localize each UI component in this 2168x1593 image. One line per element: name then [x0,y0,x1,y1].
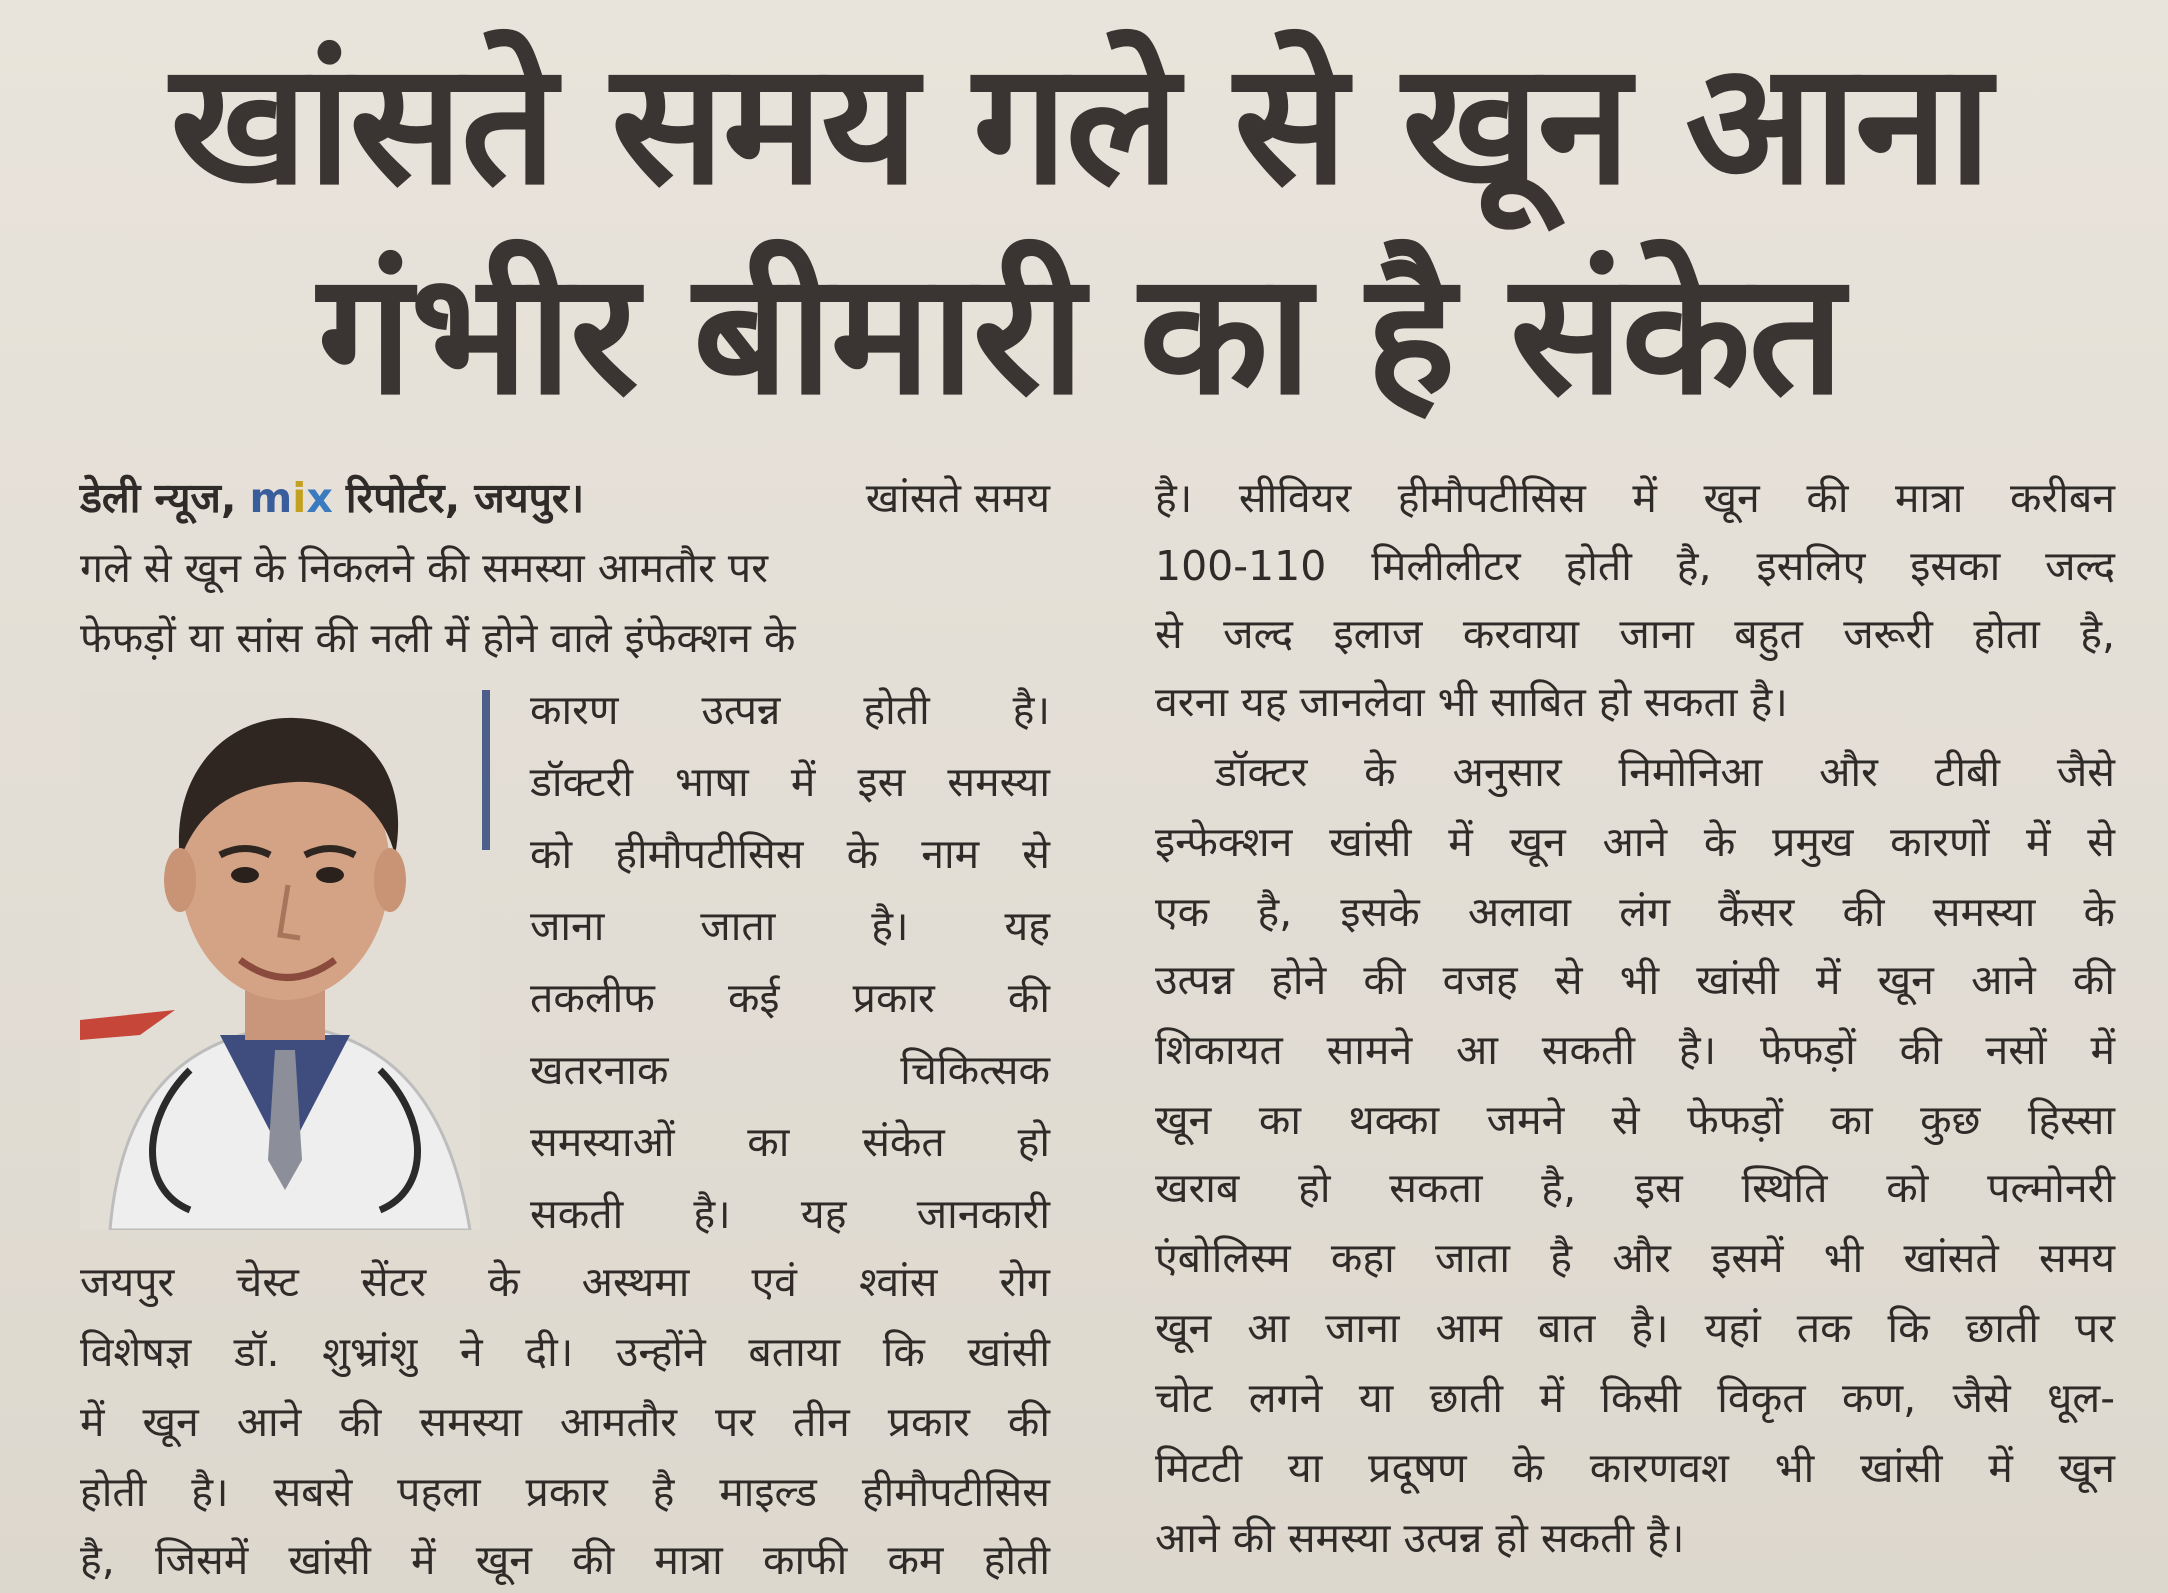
headline-line-1: खांसते समय गले से खून आना [170,26,1990,222]
left-bottom-line: है, जिसमें खांसी में खून की मात्रा काफी कम होती [80,1536,1050,1584]
mix-logo: mix [249,474,333,522]
right-line: खून का थक्का जमने से फेफड़ों का कुछ हिस्सा [1155,1096,2115,1144]
right-line: एक है, इसके अलावा लंग कैंसर की समस्या के [1155,888,2115,936]
right-line: इन्फेक्शन खांसी में खून आने के प्रमुख कारणों में से [1155,818,2115,866]
left-narrow-line: जाना जाता है। यह [530,902,1050,950]
right-line: 100-110 मिलीलीटर होती है, इसलिए इसका जल्द [1155,542,2115,590]
left-narrow-line: सकती है। यह जानकारी [530,1190,1050,1238]
left-narrow-line: खतरनाक चिकित्सक [530,1046,1050,1094]
left-line: फेफड़ों या सांस की नली में होने वाले इंफेक्शन के [80,614,796,662]
left-narrow-line: तकलीफ कई प्रकार की [530,974,1050,1022]
right-line: खून आ जाना आम बात है। यहां तक कि छाती पर [1155,1304,2115,1352]
right-line: से जल्द इलाज करवाया जाना बहुत जरूरी होता है, [1155,610,2115,658]
left-bottom-line: में खून आने की समस्या आमतौर पर तीन प्रकार की [80,1398,1050,1446]
right-line: एंबोलिस्म कहा जाता है और इसमें भी खांसते समय [1155,1234,2115,1282]
left-bottom-line: विशेषज्ञ डॉ. शुभ्रांशु ने दी। उन्होंने बताया कि खांसी [80,1328,1050,1376]
column-accent-bar [482,690,490,850]
byline [80,474,1050,522]
left-bottom-line: जयपुर चेस्ट सेंटर के अस्थमा एवं श्वांस रोग [80,1258,1050,1306]
right-line: है। सीवियर हीमौपटीसिस में खून की मात्रा करीबन [1155,474,2115,522]
right-line: वरना यह जानलेवा भी साबित हो सकता है। [1155,678,1788,726]
byline-suffix: रिपोर्टर, जयपुर। [345,474,585,522]
left-narrow-line: कारण उत्पन्न होती है। [530,686,1050,734]
right-line: खराब हो सकता है, इस स्थिति को पल्मोनरी [1155,1164,2115,1212]
left-narrow-line: को हीमौपटीसिस के नाम से [530,830,1050,878]
left-narrow-line: डॉक्टरी भाषा में इस समस्या [530,758,1050,806]
headline-line-2: गंभीर बीमारी का है संकेत [317,236,1843,432]
right-line: शिकायत सामने आ सकती है। फेफड़ों की नसों में [1155,1026,2115,1074]
byline-lead: खांसते समय [865,474,1050,522]
left-line: गले से खून के निकलने की समस्या आमतौर पर [80,544,768,592]
doctor-photo [80,690,480,1230]
right-line: चोट लगने या छाती में किसी विकृत कण, जैसे धूल- [1155,1374,2115,1422]
left-narrow-line: समस्याओं का संकेत हो [530,1118,1050,1166]
right-line: डॉक्टर के अनुसार निमोनिआ और टीबी जैसे [1215,748,2115,796]
doctor-portrait-icon [80,690,480,1230]
byline-prefix: डेली न्यूज, [80,474,237,522]
right-line: उत्पन्न होने की वजह से भी खांसी में खून आने की [1155,956,2115,1004]
left-bottom-line: होती है। सबसे पहला प्रकार है माइल्ड हीमौपटीसिस [80,1468,1050,1516]
right-column [1100,0,2168,1593]
right-line: आने की समस्या उत्पन्न हो सकती है। [1155,1514,1685,1562]
right-line: मिटटी या प्रदूषण के कारणवश भी खांसी में खून [1155,1444,2115,1492]
